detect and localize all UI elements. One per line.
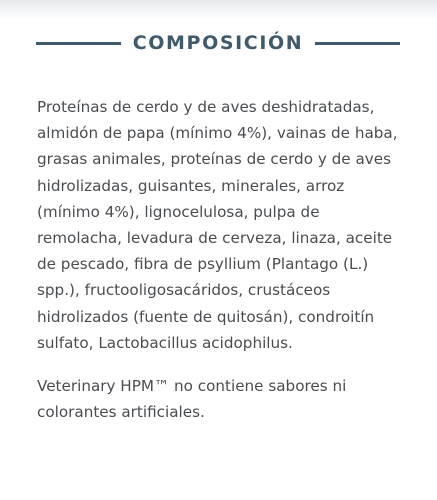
section-header bbox=[36, 30, 400, 56]
composition-content bbox=[37, 94, 409, 425]
ingredients-paragraph: Proteínas de cerdo y de aves deshidratadas, almidón de papa (mínimo 4%), vainas de haba, grasas animales, proteínas de cerdo y de aves hidrolizadas, guisantes, minerales, arroz (mínimo 4%), lignocelulosa, pulpa de remolacha, levadura de cerveza, linaza, aceite de pescado, fibra de psyllium (Plantago (L.) spp.), fructooligosacáridos, crustáceos hidrolizados (fuente de quitosán), condroitín sulfato, Lactobacillus acidophilus. bbox=[37, 98, 398, 352]
top-shadow-divider bbox=[0, 0, 437, 20]
additives-note-paragraph: Veterinary HPM™ no contiene sabores ni colorantes artificiales. bbox=[37, 377, 347, 422]
section-title: COMPOSICIÓN bbox=[132, 32, 304, 54]
header-right-rule bbox=[315, 42, 400, 45]
header-left-rule bbox=[36, 42, 121, 45]
